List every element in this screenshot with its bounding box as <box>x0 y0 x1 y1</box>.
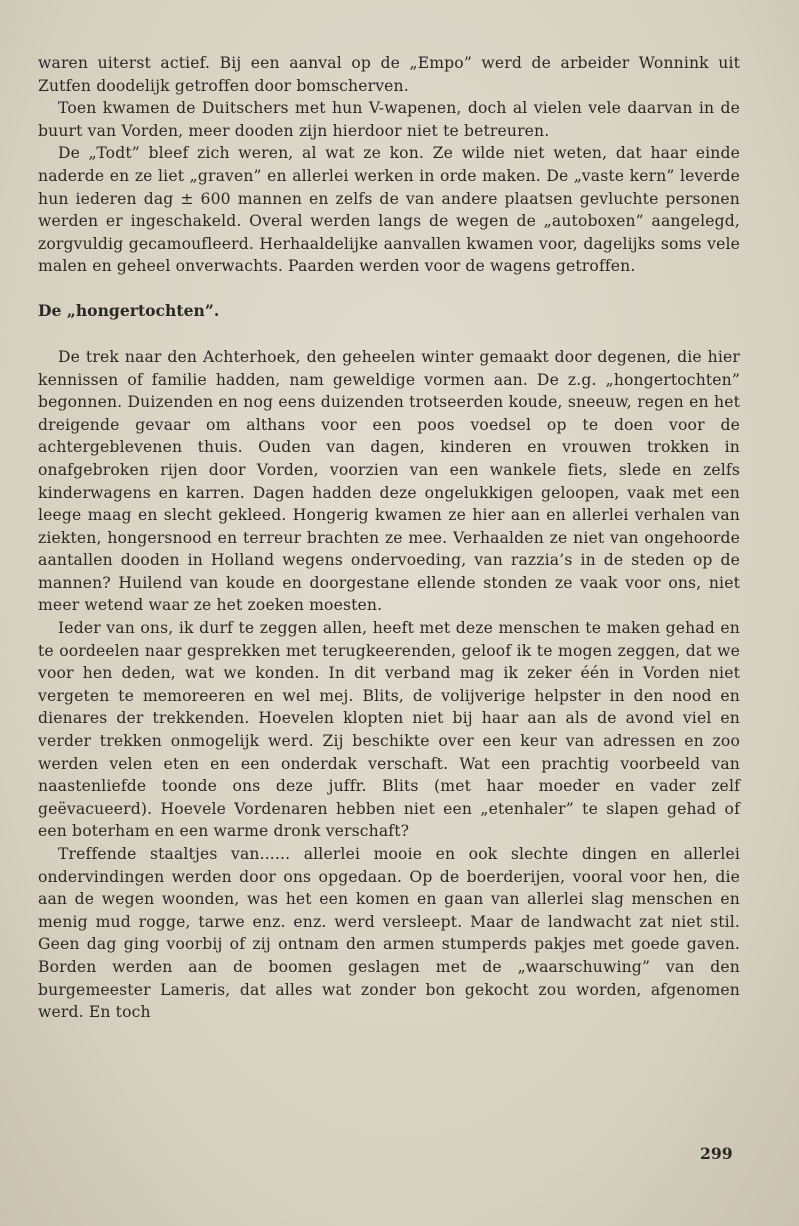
book-page <box>38 52 740 1024</box>
paragraph-empo-attack: waren uiterst actief. Bij een aanval op de „Empo” werd de arbeider Wonnink uit Zutfen doodelijk getroffen door bomscherven. <box>38 54 740 95</box>
paragraph-mej-blits: Ieder van ons, ik durf te zeggen allen, heeft met deze menschen te maken gehad en te oordeelen naar gesprekken met terugkeerenden, geloof ik te mogen zeggen, dat we voor hen deden, wat we konden. In dit verband mag ik zeker één in Vorden niet vergeten te memoreeren en wel mej. Blits, de volijverige helpster in den nood en dienares der trekkenden. Hoevelen klopten niet bij haar aan als de avond viel en verder trekken onmogelijk werd. Zij beschikte over een keur van adressen en zoo werden velen eten en een onderdak verschaft. Wat een prachtig voorbeeld van naastenliefde toonde ons deze juffr. Blits (met haar moeder en vader zelf geëvacueerd). Hoevele Vordenaren hebben niet een „etenhaler” te slapen gehad of een boterham en een warme dronk verschaft? <box>38 619 740 841</box>
paragraph-staaltjes: Treffende staaltjes van...... allerlei mooie en ook slechte dingen en allerlei ondervindingen werden door ons opgedaan. Op de boerderijen, vooral voor hen, die aan de wegen woonden, was het een komen en gaan van allerlei slag menschen en menig mud rogge, tarwe enz. enz. werd versleept. Maar de landwacht zat niet stil. Geen dag ging voorbij of zij ontnam den armen stumperds pakjes met goede gaven. Borden werden aan de boomen geslagen met de „waarschuwing” van den burgemeester Lameris, dat alles wat zonder bon gekocht zou worden, afgenomen werd. En toch <box>38 845 740 1022</box>
page-number: 299 <box>700 1144 733 1163</box>
section-heading: De „hongertochten”. <box>38 300 220 320</box>
paragraph-todt: De „Todt” bleef zich weren, al wat ze kon. Ze wilde niet weten, dat haar einde naderde en ze liet „graven” en allerlei werken in orde maken. De „vaste kern” leverde hun iederen dag ± 600 mannen en zelfs de van andere plaatsen gevluchte personen werden er ingeschakeld. Overal werden langs de wegen de „autoboxen” aangelegd, zorgvuldig gecamoufleerd. Herhaaldelijke aanvallen kwamen voor, dagelijks soms vele malen en geheel onverwachts. Paarden werden voor de wagens getroffen. <box>38 144 740 276</box>
paragraph-trek-achterhoek: De trek naar den Achterhoek, den geheelen winter gemaakt door degenen, die hier kennissen of familie hadden, nam geweldige vormen aan. De z.g. „hongertochten” begonnen. Duizenden en nog eens duizenden trotseerden koude, sneeuw, regen en het dreigende gevaar om althans voor een poos voedsel op te doen voor de achtergeblevenen thuis. Ouden van dagen, kinderen en vrouwen trokken in onafgebroken rijen door Vorden, voorzien van een wankele fiets, slede en zelfs kinderwagens en karren. Dagen hadden deze ongelukkigen geloopen, vaak met een leege maag en slecht gekleed. Hongerig kwamen ze hier aan en allerlei verhalen van ziekten, hongersnood en terreur brachten ze mee. Verhaalden ze niet van ongehoorde aantallen dooden in Holland wegens ondervoeding, van razzia’s in de steden op de mannen? Huilend van koude en doorgestane ellende stonden ze vaak voor ons, niet meer wetend waar ze het zoeken moesten. <box>38 347 740 615</box>
paragraph-v-weapons: Toen kwamen de Duitschers met hun V-wapenen, doch al vielen vele daarvan in de buurt van Vorden, meer dooden zijn hierdoor niet te betreuren. <box>38 99 740 140</box>
